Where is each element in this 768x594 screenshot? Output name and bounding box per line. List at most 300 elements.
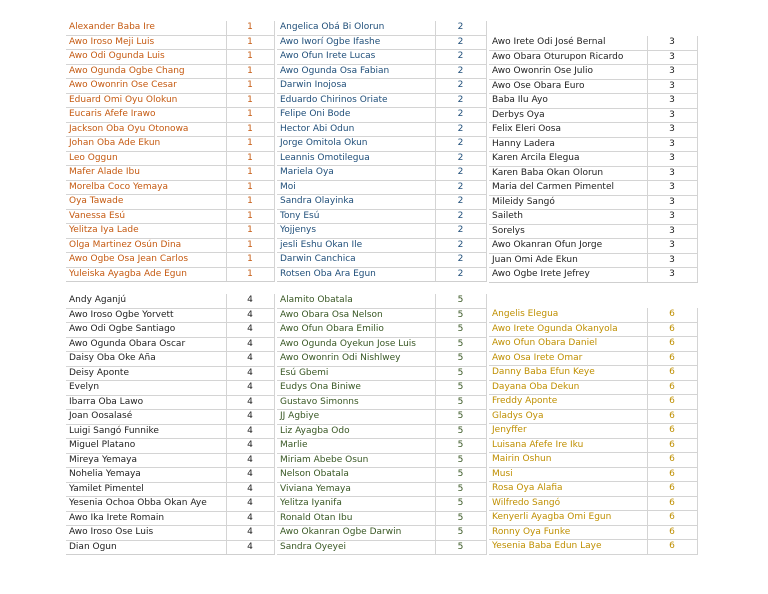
group-number-cell: 2	[435, 166, 486, 181]
group-number-cell: 5	[435, 453, 486, 468]
group-number-cell: 1	[226, 224, 274, 239]
person-name-cell: Morelba Coco Yemaya	[66, 180, 226, 195]
table-row	[66, 323, 274, 338]
group-1-table	[66, 21, 275, 282]
table-row	[277, 166, 486, 181]
table-row	[489, 181, 697, 196]
table-row	[66, 352, 274, 367]
person-name-cell: Andy Aganjú	[66, 294, 226, 308]
table-row	[489, 366, 697, 381]
group-number-cell: 3	[647, 108, 697, 123]
table-row	[277, 424, 486, 439]
group-6-table	[489, 308, 698, 555]
group-number-cell: 1	[226, 151, 274, 166]
table-row	[277, 337, 486, 352]
group-number-cell: 5	[435, 323, 486, 338]
person-name-cell: Marlie	[277, 439, 435, 454]
table-row	[66, 180, 274, 195]
table-row	[489, 108, 697, 123]
group-number-cell: 5	[435, 352, 486, 367]
table-row	[277, 439, 486, 454]
table-row	[66, 482, 274, 497]
group-number-cell: 6	[647, 322, 697, 337]
table-row	[277, 209, 486, 224]
table-row	[277, 540, 486, 555]
group-number-cell: 2	[435, 137, 486, 152]
group-number-cell: 4	[226, 540, 274, 555]
group-number-cell: 5	[435, 468, 486, 483]
person-name-cell: Awo Irete Odi José Bernal	[489, 36, 647, 50]
person-name-cell: Viviana Yemaya	[277, 482, 435, 497]
person-name-cell: Awo Ogbe Osa Jean Carlos	[66, 253, 226, 268]
group-number-cell: 3	[647, 181, 697, 196]
group-number-cell: 5	[435, 540, 486, 555]
person-name-cell: Awo Iworí Ogbe Ifashe	[277, 35, 435, 50]
group-4-table	[66, 294, 275, 555]
person-name-cell: Esú Gbemi	[277, 366, 435, 381]
person-name-cell: Awo Ogunda Osa Fabian	[277, 64, 435, 79]
table-row	[277, 122, 486, 137]
table-row	[66, 224, 274, 239]
table-row	[277, 180, 486, 195]
group-number-cell: 3	[647, 268, 697, 283]
table-row	[489, 239, 697, 254]
table-row	[277, 323, 486, 338]
group-number-cell: 3	[647, 123, 697, 138]
table-row	[66, 35, 274, 50]
table-row	[66, 424, 274, 439]
table-row	[489, 467, 697, 482]
group-number-cell: 1	[226, 209, 274, 224]
table-row	[66, 93, 274, 108]
person-name-cell: Awo Okanran Ofun Jorge	[489, 239, 647, 254]
group-number-cell: 3	[647, 166, 697, 181]
person-name-cell: Jorge Omitola Okun	[277, 137, 435, 152]
person-name-cell: Awo Odi Ogunda Luis	[66, 50, 226, 65]
group-number-cell: 4	[226, 497, 274, 512]
table-row	[489, 322, 697, 337]
table-row	[489, 453, 697, 468]
group-number-cell: 5	[435, 410, 486, 425]
person-name-cell: Dian Ogun	[66, 540, 226, 555]
person-name-cell: Leannis Omotilegua	[277, 151, 435, 166]
group-number-cell: 4	[226, 337, 274, 352]
table-row	[489, 195, 697, 210]
table-row	[66, 337, 274, 352]
table-row	[277, 482, 486, 497]
group-number-cell: 4	[226, 323, 274, 338]
table-row	[277, 468, 486, 483]
person-name-cell: Daisy Oba Oke Aña	[66, 352, 226, 367]
group-number-cell: 1	[226, 50, 274, 65]
person-name-cell: Awo Ogbe Irete Jefrey	[489, 268, 647, 283]
table-row	[66, 410, 274, 425]
group-number-cell: 2	[435, 151, 486, 166]
person-name-cell: Eudys Ona Biniwe	[277, 381, 435, 396]
group-number-cell: 4	[226, 366, 274, 381]
person-name-cell: Awo Ika Irete Romain	[66, 511, 226, 526]
group-number-cell: 2	[435, 195, 486, 210]
table-row	[66, 267, 274, 282]
person-name-cell: Mariela Oya	[277, 166, 435, 181]
group-number-cell: 6	[647, 409, 697, 424]
person-name-cell: Awo Iroso Ose Luis	[66, 526, 226, 541]
table-row	[66, 468, 274, 483]
group-number-cell: 3	[647, 50, 697, 65]
group-number-cell: 4	[226, 294, 274, 308]
table-row	[489, 268, 697, 283]
person-name-cell: Deisy Aponte	[66, 366, 226, 381]
table-row	[489, 65, 697, 80]
table-row	[66, 122, 274, 137]
person-name-cell: Eduard Omi Oyu Olokun	[66, 93, 226, 108]
group-number-cell: 4	[226, 410, 274, 425]
person-name-cell: Angelis Elegua	[489, 308, 647, 322]
person-name-cell: Nohelia Yemaya	[66, 468, 226, 483]
group-number-cell: 4	[226, 453, 274, 468]
group-number-cell: 3	[647, 224, 697, 239]
table-row	[489, 511, 697, 526]
table-row	[277, 224, 486, 239]
group-number-cell: 5	[435, 482, 486, 497]
person-name-cell: Maria del Carmen Pimentel	[489, 181, 647, 196]
person-name-cell: Sorelys	[489, 224, 647, 239]
group-number-cell: 2	[435, 64, 486, 79]
table-row	[489, 36, 697, 50]
table-row	[489, 482, 697, 497]
group-number-cell: 3	[647, 253, 697, 268]
person-name-cell: Luigi Sangó Funnike	[66, 424, 226, 439]
person-name-cell: Freddy Aponte	[489, 395, 647, 410]
person-name-cell: Gladys Oya	[489, 409, 647, 424]
table-row	[489, 224, 697, 239]
group-number-cell: 5	[435, 308, 486, 323]
table-row	[66, 209, 274, 224]
group-number-cell: 1	[226, 137, 274, 152]
group-number-cell: 5	[435, 511, 486, 526]
person-name-cell: Alexander Baba Ire	[66, 21, 226, 35]
group-number-cell: 2	[435, 209, 486, 224]
group-number-cell: 6	[647, 496, 697, 511]
group-number-cell: 6	[647, 395, 697, 410]
group-number-cell: 5	[435, 424, 486, 439]
table-row	[66, 526, 274, 541]
table-row	[66, 497, 274, 512]
person-name-cell: Awo Okanran Ogbe Darwin	[277, 526, 435, 541]
person-name-cell: Hanny Ladera	[489, 137, 647, 152]
person-name-cell: Danny Baba Efun Keye	[489, 366, 647, 381]
group-number-cell: 2	[435, 224, 486, 239]
table-row	[277, 410, 486, 425]
group-number-cell: 6	[647, 366, 697, 381]
person-name-cell: Eduardo Chirinos Oriate	[277, 93, 435, 108]
table-row	[489, 380, 697, 395]
group-number-cell: 3	[647, 36, 697, 50]
person-name-cell: Angelica Obá Bi Olorun	[277, 21, 435, 35]
group-number-cell: 3	[647, 210, 697, 225]
person-name-cell: Awo Irete Ogunda Okanyola	[489, 322, 647, 337]
person-name-cell: Ibarra Oba Lawo	[66, 395, 226, 410]
table-row	[66, 238, 274, 253]
person-name-cell: Rotsen Oba Ara Egun	[277, 267, 435, 282]
person-name-cell: Awo Osa Irete Omar	[489, 351, 647, 366]
group-number-cell: 6	[647, 525, 697, 540]
group-number-cell: 6	[647, 351, 697, 366]
group-number-cell: 3	[647, 79, 697, 94]
person-name-cell: Mileidy Sangó	[489, 195, 647, 210]
person-name-cell: Yamilet Pimentel	[66, 482, 226, 497]
person-name-cell: Felix Eleri Oosa	[489, 123, 647, 138]
person-name-cell: Johan Oba Ade Ekun	[66, 137, 226, 152]
table-row	[66, 439, 274, 454]
table-row	[277, 137, 486, 152]
table-row	[66, 50, 274, 65]
person-name-cell: Derbys Oya	[489, 108, 647, 123]
table-row	[277, 267, 486, 282]
person-name-cell: Awo Iroso Meji Luis	[66, 35, 226, 50]
group-number-cell: 3	[647, 152, 697, 167]
group-number-cell: 4	[226, 526, 274, 541]
person-name-cell: Miguel Platano	[66, 439, 226, 454]
person-name-cell: Awo Owonrin Ose Julio	[489, 65, 647, 80]
table-row	[277, 497, 486, 512]
group-number-cell: 4	[226, 395, 274, 410]
person-name-cell: Eucaris Afefe Irawo	[66, 108, 226, 123]
table-row	[489, 79, 697, 94]
group-number-cell: 4	[226, 381, 274, 396]
person-name-cell: Yojjenys	[277, 224, 435, 239]
group-number-cell: 4	[226, 511, 274, 526]
person-name-cell: Alamito Obatala	[277, 294, 435, 308]
table-row	[489, 137, 697, 152]
group-number-cell: 4	[226, 468, 274, 483]
group-number-cell: 6	[647, 380, 697, 395]
group-number-cell: 3	[647, 137, 697, 152]
group-number-cell: 3	[647, 94, 697, 109]
group-number-cell: 4	[226, 352, 274, 367]
group-number-cell: 2	[435, 122, 486, 137]
person-name-cell: Felipe Oni Bode	[277, 108, 435, 123]
person-name-cell: Awo Odi Ogbe Santiago	[66, 323, 226, 338]
person-name-cell: Sandra Olayinka	[277, 195, 435, 210]
table-row	[489, 525, 697, 540]
table-row	[66, 453, 274, 468]
group-number-cell: 1	[226, 180, 274, 195]
group-number-cell: 5	[435, 294, 486, 308]
person-name-cell: Jenyffer	[489, 424, 647, 439]
table-row	[277, 79, 486, 94]
group-number-cell: 4	[226, 482, 274, 497]
person-name-cell: Oya Tawade	[66, 195, 226, 210]
table-row	[277, 108, 486, 123]
person-name-cell: Awo Ose Obara Euro	[489, 79, 647, 94]
table-row	[277, 253, 486, 268]
person-name-cell: Awo Ofun Obara Emilio	[277, 323, 435, 338]
person-name-cell: Mafer Alade Ibu	[66, 166, 226, 181]
person-name-cell: JJ Agbiye	[277, 410, 435, 425]
group-number-cell: 2	[435, 21, 486, 35]
person-name-cell: Joan Oosalasé	[66, 410, 226, 425]
group-number-cell: 5	[435, 395, 486, 410]
group-number-cell: 4	[226, 308, 274, 323]
table-row	[66, 79, 274, 94]
table-row	[66, 195, 274, 210]
person-name-cell: Awo Owonrin Odi Nishlwey	[277, 352, 435, 367]
person-name-cell: Rosa Oya Alafia	[489, 482, 647, 497]
person-name-cell: jesli Eshu Okan Ile	[277, 238, 435, 253]
person-name-cell: Awo Owonrin Ose Cesar	[66, 79, 226, 94]
group-number-cell: 1	[226, 253, 274, 268]
group-number-cell: 2	[435, 79, 486, 94]
group-3-table	[489, 36, 698, 283]
table-row	[489, 123, 697, 138]
group-number-cell: 3	[647, 195, 697, 210]
table-row	[66, 253, 274, 268]
person-name-cell: Nelson Obatala	[277, 468, 435, 483]
group-number-cell: 1	[226, 64, 274, 79]
table-row	[66, 395, 274, 410]
group-number-cell: 2	[435, 253, 486, 268]
group-number-cell: 5	[435, 439, 486, 454]
table-row	[277, 238, 486, 253]
person-name-cell: Saileth	[489, 210, 647, 225]
person-name-cell: Karen Arcila Elegua	[489, 152, 647, 167]
person-name-cell: Ronny Oya Funke	[489, 525, 647, 540]
table-row	[66, 64, 274, 79]
person-name-cell: Karen Baba Okan Olorun	[489, 166, 647, 181]
person-name-cell: Yesenia Ochoa Obba Okan Aye	[66, 497, 226, 512]
person-name-cell: Darwin Inojosa	[277, 79, 435, 94]
person-name-cell: Moi	[277, 180, 435, 195]
person-name-cell: Liz Ayagba Odo	[277, 424, 435, 439]
group-number-cell: 1	[226, 93, 274, 108]
table-row	[277, 381, 486, 396]
group-number-cell: 5	[435, 381, 486, 396]
table-row	[66, 308, 274, 323]
table-row	[489, 50, 697, 65]
group-number-cell: 5	[435, 526, 486, 541]
table-row	[277, 64, 486, 79]
table-row	[489, 94, 697, 109]
group-number-cell: 5	[435, 366, 486, 381]
person-name-cell: Jackson Oba Oyu Otonowa	[66, 122, 226, 137]
person-name-cell: Awo Ogunda Oyekun Jose Luis	[277, 337, 435, 352]
table-row	[277, 352, 486, 367]
table-row	[489, 540, 697, 555]
group-number-cell: 1	[226, 35, 274, 50]
person-name-cell: Sandra Oyeyei	[277, 540, 435, 555]
group-number-cell: 2	[435, 50, 486, 65]
group-number-cell: 2	[435, 180, 486, 195]
table-row	[66, 511, 274, 526]
group-number-cell: 6	[647, 540, 697, 555]
group-number-cell: 2	[435, 108, 486, 123]
group-number-cell: 6	[647, 482, 697, 497]
group-number-cell: 1	[226, 195, 274, 210]
person-name-cell: Darwin Canchica	[277, 253, 435, 268]
person-name-cell: Yesenia Baba Edun Laye	[489, 540, 647, 555]
person-name-cell: Mairin Oshun	[489, 453, 647, 468]
table-row	[489, 496, 697, 511]
person-name-cell: Luisana Afefe Ire Iku	[489, 438, 647, 453]
person-name-cell: Leo Oggun	[66, 151, 226, 166]
group-number-cell: 4	[226, 424, 274, 439]
group-number-cell: 1	[226, 79, 274, 94]
person-name-cell: Ronald Otan Ibu	[277, 511, 435, 526]
person-name-cell: Miriam Abebe Osun	[277, 453, 435, 468]
table-row	[489, 308, 697, 322]
group-number-cell: 4	[226, 439, 274, 454]
table-row	[489, 337, 697, 352]
person-name-cell: Awo Ofun Irete Lucas	[277, 50, 435, 65]
table-row	[277, 50, 486, 65]
table-row	[277, 366, 486, 381]
table-row	[277, 151, 486, 166]
group-number-cell: 1	[226, 238, 274, 253]
table-row	[66, 366, 274, 381]
group-number-cell: 1	[226, 21, 274, 35]
table-row	[489, 424, 697, 439]
group-number-cell: 6	[647, 337, 697, 352]
group-number-cell: 2	[435, 93, 486, 108]
table-row	[277, 511, 486, 526]
group-number-cell: 6	[647, 511, 697, 526]
person-name-cell: Juan Omi Ade Ekun	[489, 253, 647, 268]
table-row	[277, 395, 486, 410]
table-row	[66, 540, 274, 555]
table-row	[489, 395, 697, 410]
person-name-cell: Awo Iroso Ogbe Yorvett	[66, 308, 226, 323]
table-row	[277, 526, 486, 541]
table-row	[489, 166, 697, 181]
person-name-cell: Kenyerli Ayagba Omi Egun	[489, 511, 647, 526]
table-row	[489, 253, 697, 268]
group-number-cell: 5	[435, 337, 486, 352]
group-number-cell: 2	[435, 238, 486, 253]
table-row	[489, 438, 697, 453]
person-name-cell: Baba Ilu Ayo	[489, 94, 647, 109]
person-name-cell: Awo Ofun Obara Daniel	[489, 337, 647, 352]
person-name-cell: Yelitza Iyanifa	[277, 497, 435, 512]
group-number-cell: 5	[435, 497, 486, 512]
table-row	[277, 35, 486, 50]
person-name-cell: Wilfredo Sangó	[489, 496, 647, 511]
group-number-cell: 2	[435, 267, 486, 282]
group-number-cell: 6	[647, 467, 697, 482]
table-row	[66, 166, 274, 181]
table-row	[66, 137, 274, 152]
group-number-cell: 1	[226, 267, 274, 282]
group-number-cell: 6	[647, 438, 697, 453]
person-name-cell: Awo Obara Oturupon Ricardo	[489, 50, 647, 65]
person-name-cell: Musi	[489, 467, 647, 482]
group-number-cell: 6	[647, 308, 697, 322]
table-row	[489, 409, 697, 424]
group-5-table	[277, 294, 487, 555]
table-row	[489, 152, 697, 167]
table-row	[489, 210, 697, 225]
person-name-cell: Hector Abi Odun	[277, 122, 435, 137]
group-number-cell: 6	[647, 424, 697, 439]
person-name-cell: Awo Ogunda Obara Oscar	[66, 337, 226, 352]
group-number-cell: 2	[435, 35, 486, 50]
group-number-cell: 6	[647, 453, 697, 468]
person-name-cell: Yelitza Iya Lade	[66, 224, 226, 239]
table-row	[66, 21, 274, 35]
table-row	[66, 151, 274, 166]
person-name-cell: Evelyn	[66, 381, 226, 396]
group-2-table	[277, 21, 487, 282]
